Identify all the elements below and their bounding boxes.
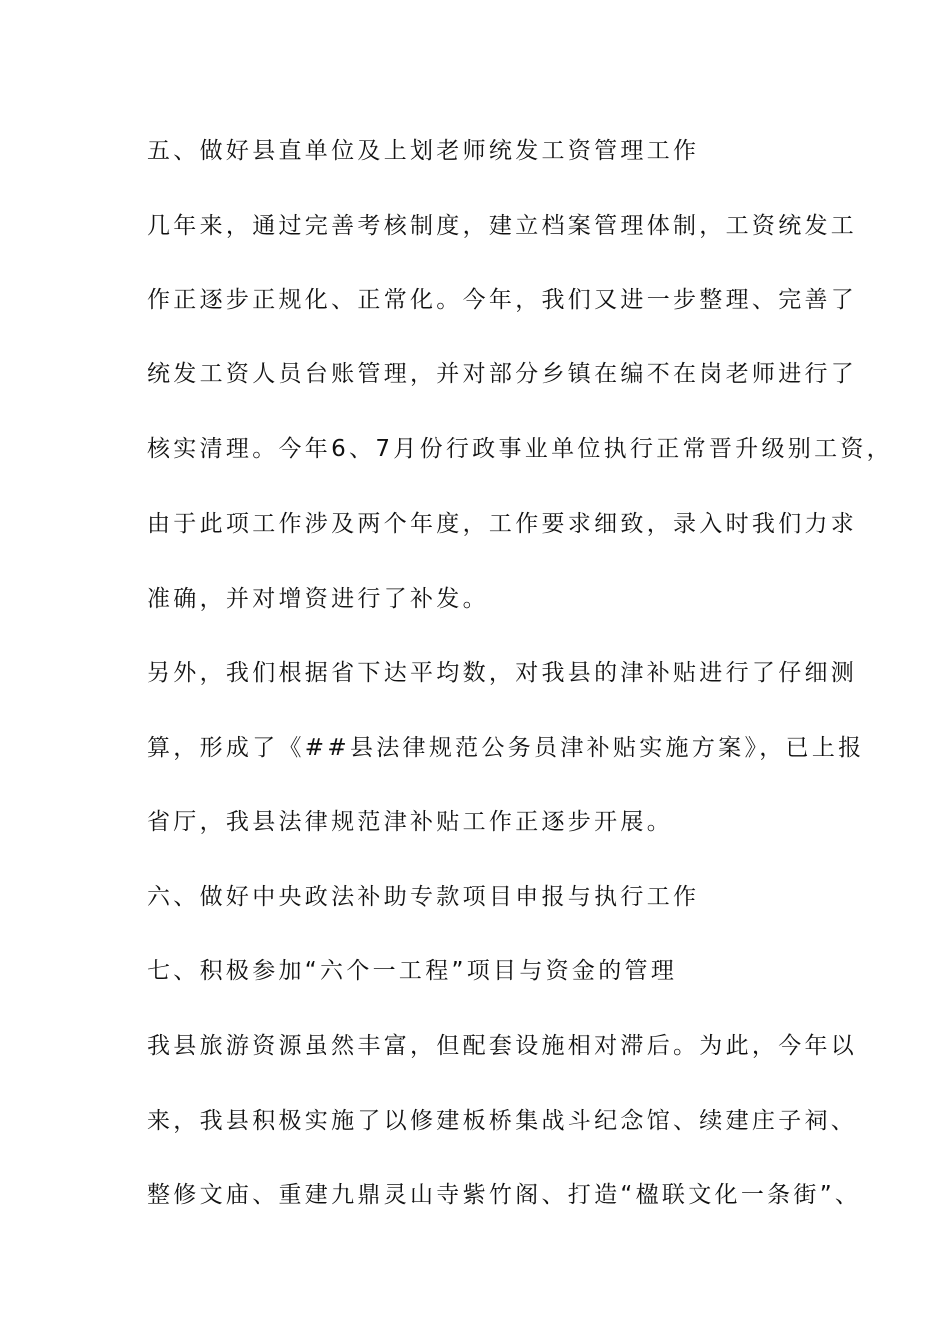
paragraph-line: 统发工资人员台账管理，并对部分乡镇在编不在岗老师进行了 xyxy=(147,361,858,387)
paragraph-line: 核实清理。今年6、7月份行政事业单位执行正常晋升级别工资， xyxy=(147,436,893,462)
paragraph-line: 省厅，我县法律规范津补贴工作正逐步开展。 xyxy=(147,809,673,835)
section-heading-6: 六、做好中央政法补助专款项目申报与执行工作 xyxy=(147,884,700,910)
section-heading-7: 七、积极参加“六个一工程”项目与资金的管理 xyxy=(147,958,678,984)
paragraph-line: 准确，并对增资进行了补发。 xyxy=(147,586,489,612)
paragraph-line: 算，形成了《##县法律规范公务员津补贴实施方案》，已上报 xyxy=(147,735,865,761)
paragraph-line: 由于此项工作涉及两个年度，工作要求细致，录入时我们力求 xyxy=(147,511,858,537)
paragraph-line: 几年来，通过完善考核制度，建立档案管理体制，工资统发工 xyxy=(147,213,858,239)
paragraph-line: 我县旅游资源虽然丰富，但配套设施相对滞后。为此，今年以 xyxy=(147,1033,858,1059)
section-heading-5: 五、做好县直单位及上划老师统发工资管理工作 xyxy=(147,138,700,164)
paragraph-line: 作正逐步正规化、正常化。今年，我们又进一步整理、完善了 xyxy=(147,287,858,313)
paragraph-line: 来，我县积极实施了以修建板桥集战斗纪念馆、续建庄子祠、 xyxy=(147,1108,858,1134)
paragraph-line: 整修文庙、重建九鼎灵山寺紫竹阁、打造“楹联文化一条街”、 xyxy=(147,1182,862,1208)
paragraph-line: 另外，我们根据省下达平均数，对我县的津补贴进行了仔细测 xyxy=(147,660,858,686)
